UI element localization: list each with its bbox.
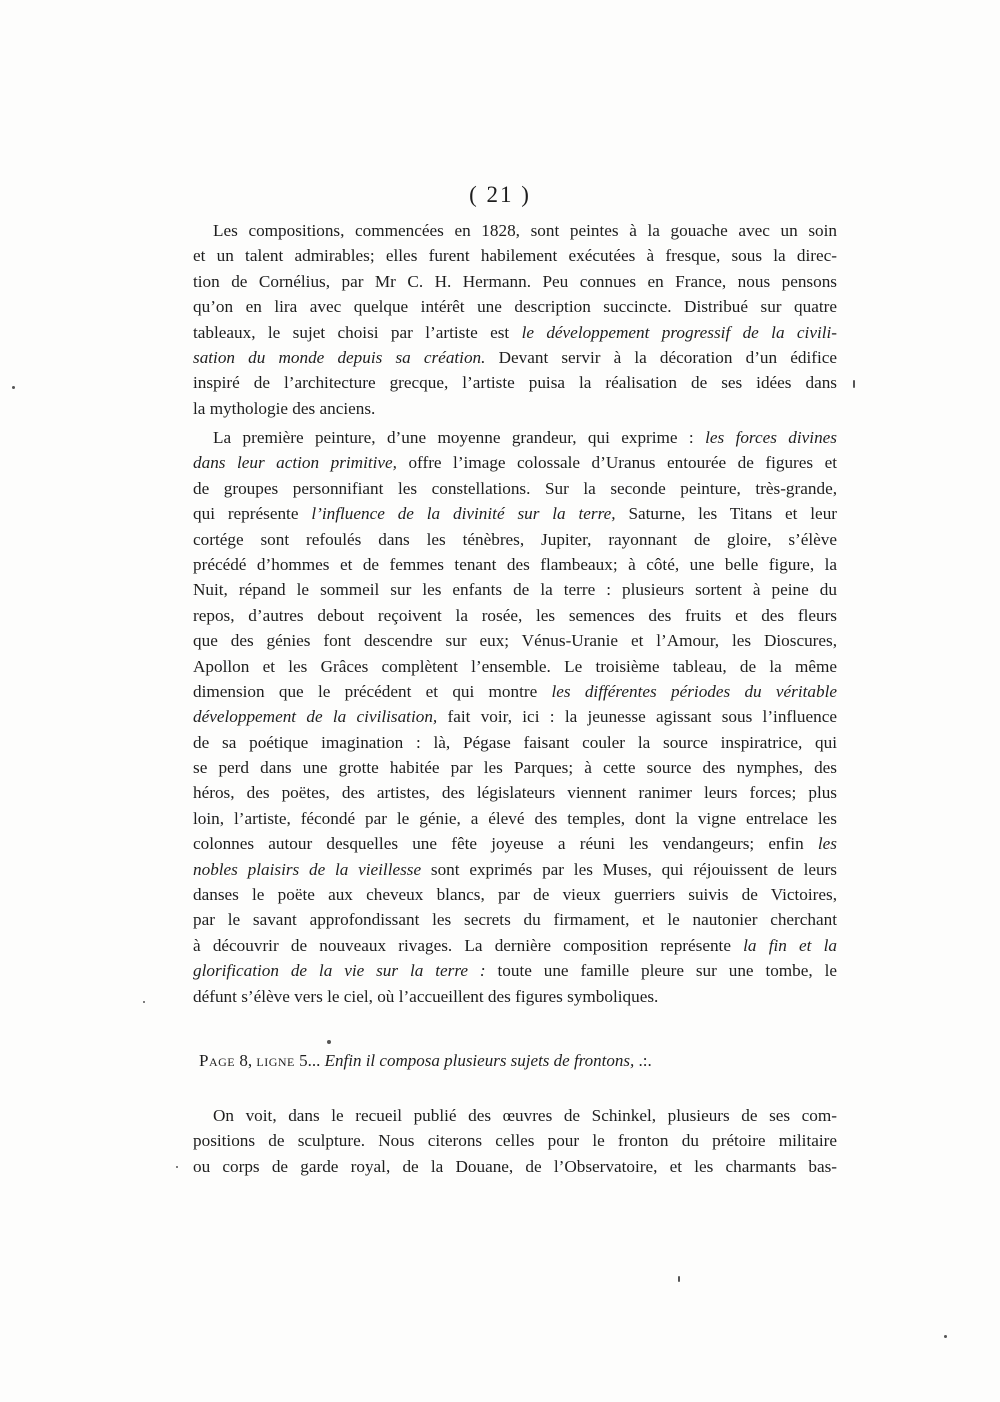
heading-trail: .:. [634,1051,652,1070]
text-run: toute une famille pleure sur une tombe, le [485,961,837,981]
text-line: que des génies font descendre sur eux; Vénus-Uranie et l’Amour, les Dioscures, [193,631,837,651]
text-line: tion de Cornélius, par Mr C. H. Hermann. Peu connues en France, nous pensons [193,271,837,291]
text-line: héros, des poëtes, des artistes, des législateurs viennent ranimer leurs forces; plus [193,783,837,803]
text-run: La première peinture, d’une moyenne grandeur, qui exprime : [213,428,706,447]
text-line [193,831,837,856]
heading-line-label: ligne [256,1051,295,1070]
text-run: dimension que le précédent et qui montre [193,681,552,701]
paragraph-first-painting [193,425,837,1009]
text-line: positions de sculpture. Nous citerons celles pour le fronton du prétoire militaire [193,1131,837,1151]
scan-speck [853,380,855,388]
text-line [193,857,837,882]
text-run: tableaux, le sujet choisi par l’artiste est [193,322,522,342]
text-run: colonnes autour desquelles une fête joyeuse a réuni les vendangeurs; enfin [193,834,818,854]
italic-run: les forces divines [705,428,837,447]
text-line: repos, d’autres debout reçoivent la rosée, les semences des fruits et des fleurs [193,605,837,625]
text-line: par le savant approfondissant les secrets du firmament, et le nautonier cherchant [193,910,837,930]
text-run: qui représente [193,504,312,524]
italic-run: nobles plaisirs de la vieillesse [193,859,422,879]
text-run: à découvrir de nouveaux rivages. La dernière composition représente [193,935,744,955]
italic-run: glorification de la vie sur la terre : [193,961,486,981]
text-line: et un talent admirables; elles furent habilement exécutées à fresque, sous la direc- [193,246,837,266]
text-line: Nuit, répand le sommeil sur les enfants de la terre : plusieurs sortent à peine du [193,580,837,600]
text-run: sont exprimés par les Muses, qui réjouissent de leurs [421,859,837,879]
heading-page-label: Page [199,1051,236,1070]
text-line [193,320,837,345]
text-line: danses le poëte aux cheveux blancs, par de vieux guerriers suivis de Victoires, [193,885,837,905]
scan-speck [327,1040,331,1044]
heading-page-number: 8, [235,1051,257,1070]
italic-run: développement de la civilisation, [193,707,438,727]
heading-line-number: 5... [294,1051,325,1070]
text-line: se perd dans une grotte habitée par les Parques; à cette source des nymphes, des [193,758,837,778]
text-run: fait voir, ici : la jeunesse agissant sous l’influence [437,707,837,727]
text-line [193,933,837,958]
text-line: Les compositions, commencées en 1828, sont peintes à la gouache avec un soin [213,221,837,240]
text-line: Apollon et les Grâces complètent l’ensemble. Le troisième tableau, de la même [193,656,837,676]
scan-speck [944,1335,947,1338]
text-line: ou corps de garde royal, de la Douane, de l’Observatoire, et les charmants bas- [193,1156,837,1176]
text-line [193,704,837,729]
text-line: inspiré de l’architecture grecque, l’artiste puisa la réalisation de ses idées dans [193,373,837,393]
italic-run: dans leur action primitive, [193,453,397,473]
paragraph-compositions [193,218,837,421]
scan-speck [12,386,15,389]
text-run: Devant servir à la décoration d’un édifice [485,347,838,367]
italic-run: l’influence de la divinité sur la terre, [311,504,616,524]
text-line: précédé d’hommes et de femmes tenant des flambeaux; à côté, une belle figure, la [193,554,837,574]
text-line [193,345,837,370]
text-line: cortége sont refoulés dans les ténèbres, Jupiter, rayonnant de gloire, s’élève [193,529,837,549]
scan-speck [176,1166,178,1168]
italic-run: sation du monde depuis sa création. [193,347,486,367]
text-line [193,425,837,450]
scan-speck [678,1276,680,1282]
page-number: ( 21 ) [469,182,531,207]
text-line: qu’on en lira avec quelque intérêt une description succincte. Distribué sur quatre [193,297,837,317]
italic-run: le développement progressif de la civili- [521,322,838,342]
scan-speck [143,1001,145,1003]
text-line: On voit, dans le recueil publié des œuvres de Schinkel, plusieurs de ses com- [213,1106,837,1125]
italic-run: la fin et la [743,935,837,955]
text-line: la mythologie des anciens. [193,398,376,418]
text-line [193,958,837,983]
text-line: loin, l’artiste, fécondé par le génie, a élevé des temples, dont la vigne entrelace les [193,808,837,828]
text-line [193,450,837,475]
text-run: Saturne, les Titans et leur [615,504,838,524]
note-heading [199,1051,652,1071]
text-line [193,501,837,526]
text-line: de sa poétique imagination : là, Pégase faisant couler la source inspiratrice, qui [193,732,837,752]
text-line: défunt s’élève vers le ciel, où l’accueillent des figures symboliques. [193,986,659,1006]
text-run: offre l’image colossale d’Uranus entourée de figures et [396,453,838,473]
italic-run: les [817,834,837,854]
text-line [193,679,837,704]
paragraph-schinkel [193,1103,837,1179]
heading-quote: Enfin il composa plusieurs sujets de frontons, [324,1051,635,1070]
italic-run: les différentes périodes du véritable [551,681,837,701]
text-line: de groupes personnifiant les constellations. Sur la seconde peinture, très-grande, [193,478,837,498]
